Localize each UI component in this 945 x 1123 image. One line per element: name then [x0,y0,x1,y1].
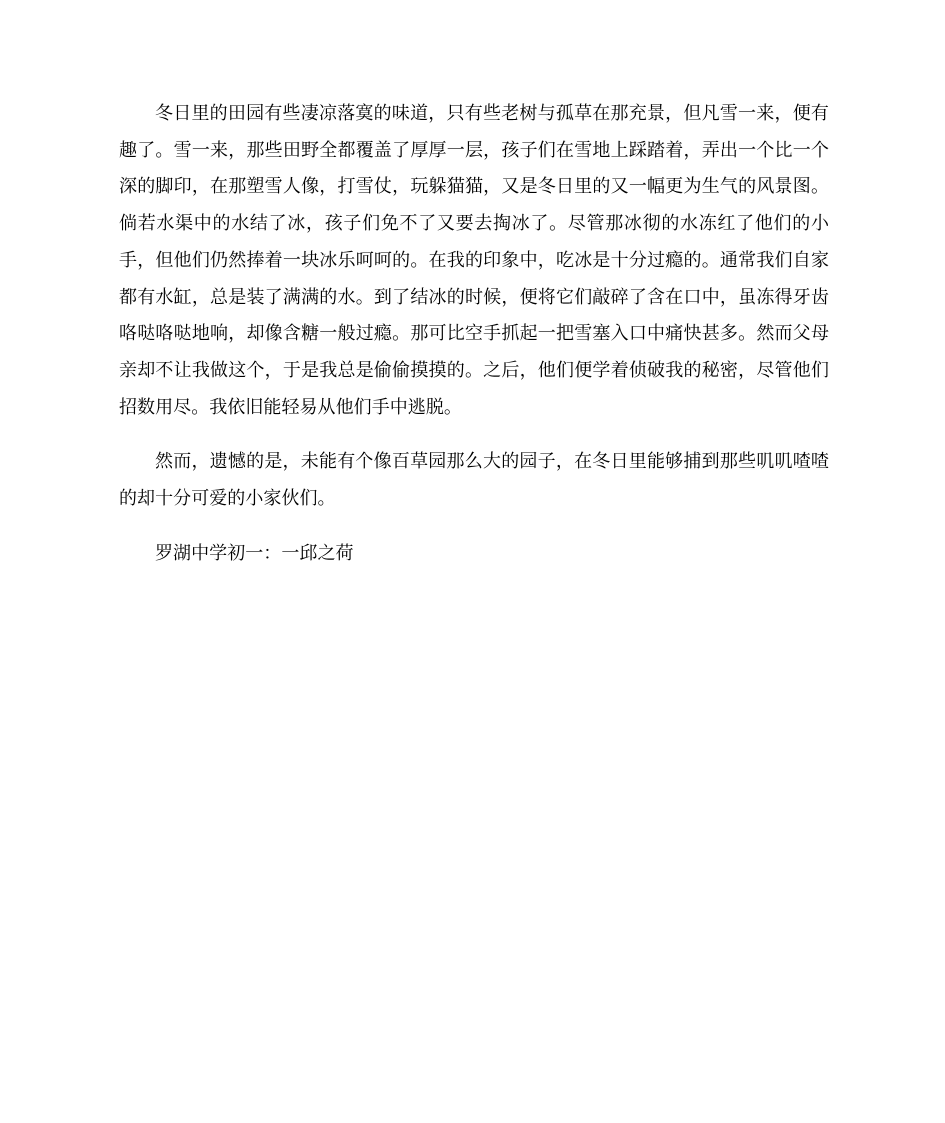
paragraph-regret: 然而，遗憾的是，未能有个像百草园那么大的园子，在冬日里能够捕到那些叽叽喳喳的却十分可爱的小家伙们。 [119,451,829,510]
author-signature: 罗湖中学初一：一邱之荷 [155,542,354,564]
paragraph-winter-fields: 冬日里的田园有些凄凉落寞的味道，只有些老树与孤草在那充景，但凡雪一来，便有趣了。雪一来，那些田野全都覆盖了厚厚一层，孩子们在雪地上踩踏着，弄出一个比一个深的脚印，在那塑雪人像，打雪仗，玩躲猫猫，又是冬日里的又一幅更为生气的风景图。倘若水渠中的水结了冰，孩子们免不了又要去掏冰了。尽管那冰彻的水冻红了他们的小手，但他们仍然捧着一块冰乐呵呵的。在我的印象中，吃冰是十分过瘾的。通常我们自家都有水缸，总是装了满满的水。到了结冰的时候，便将它们敲碎了含在口中，虽冻得牙齿咯哒咯哒地响，却像含糖一般过瘾。那可比空手抓起一把雪塞入口中痛快甚多。然而父母亲却不让我做这个，于是我总是偷偷摸摸的。之后，他们便学着侦破我的秘密，尽管他们招数用尽。我依旧能轻易从他们手中逃脱。 [119,103,829,418]
document-body [119,96,829,572]
